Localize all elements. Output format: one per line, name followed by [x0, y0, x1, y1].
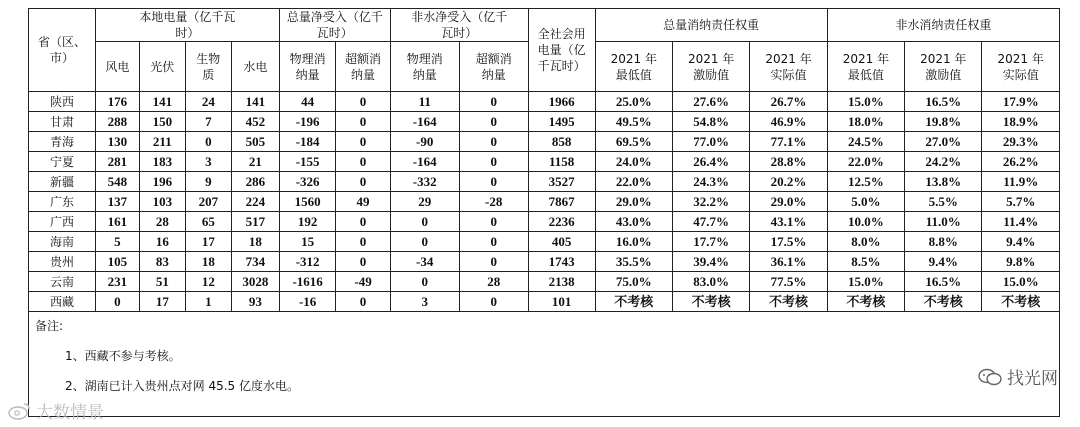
table-row — [29, 92, 1060, 112]
cell-total-excess: 0 — [336, 152, 390, 172]
cell-total-actual: 77.5% — [750, 272, 827, 292]
cell-nonhydro-incentive: 27.0% — [905, 132, 982, 152]
cell-nonhydro-min: 8.0% — [827, 232, 904, 252]
cell-nonhydro-incentive: 19.8% — [905, 112, 982, 132]
cell-total-min: 49.5% — [595, 112, 672, 132]
cell-province: 贵州 — [29, 252, 96, 272]
weibo-icon — [6, 401, 32, 421]
cell-society-consumption: 101 — [528, 292, 595, 312]
cell-biomass: 65 — [185, 212, 231, 232]
cell-total-physical: -196 — [279, 112, 335, 132]
header-total-weight: 总量消纳责任权重 — [595, 9, 827, 42]
cell-total-excess: 0 — [336, 172, 390, 192]
cell-nonhydro-excess: 0 — [459, 112, 528, 132]
cell-nonhydro-excess: 28 — [459, 272, 528, 292]
cell-nonhydro-actual: 11.4% — [982, 212, 1060, 232]
header-nonhydro-net-inflow: 非水净受入（亿千瓦时） — [390, 9, 528, 42]
cell-nonhydro-min: 10.0% — [827, 212, 904, 232]
cell-total-physical: -326 — [279, 172, 335, 192]
header-excess-1: 超额消纳量 — [336, 42, 390, 92]
cell-nonhydro-actual: 9.4% — [982, 232, 1060, 252]
cell-nonhydro-incentive: 9.4% — [905, 252, 982, 272]
table-row — [29, 112, 1060, 132]
cell-solar: 150 — [139, 112, 185, 132]
cell-total-excess: 0 — [336, 292, 390, 312]
cell-biomass: 18 — [185, 252, 231, 272]
cell-total-incentive: 47.7% — [672, 212, 749, 232]
wechat-icon — [977, 367, 1003, 387]
cell-total-incentive: 26.4% — [672, 152, 749, 172]
cell-total-physical: 44 — [279, 92, 335, 112]
cell-nonhydro-actual: 26.2% — [982, 152, 1060, 172]
cell-wind: 0 — [95, 292, 139, 312]
cell-solar: 16 — [139, 232, 185, 252]
cell-total-incentive: 39.4% — [672, 252, 749, 272]
cell-total-min: 16.0% — [595, 232, 672, 252]
watermark-right-text: 找光网 — [1007, 369, 1058, 389]
cell-nonhydro-actual: 5.7% — [982, 192, 1060, 212]
cell-hydro: 21 — [231, 152, 279, 172]
cell-total-actual: 43.1% — [750, 212, 827, 232]
cell-total-physical: -155 — [279, 152, 335, 172]
cell-nonhydro-physical: 0 — [390, 232, 459, 252]
cell-total-actual: 17.5% — [750, 232, 827, 252]
header-society-consumption: 全社会用电量（亿千瓦时） — [528, 9, 595, 92]
cell-biomass: 3 — [185, 152, 231, 172]
cell-nonhydro-incentive: 13.8% — [905, 172, 982, 192]
cell-nonhydro-incentive: 5.5% — [905, 192, 982, 212]
cell-nonhydro-physical: -34 — [390, 252, 459, 272]
cell-nonhydro-excess: 0 — [459, 232, 528, 252]
cell-province: 西藏 — [29, 292, 96, 312]
cell-total-actual: 77.1% — [750, 132, 827, 152]
header-nonhydro-incentive: 2021 年激励值 — [905, 42, 982, 92]
cell-total-actual: 不考核 — [750, 292, 827, 312]
note-line-2: 2、湖南已计入贵州点对网 45.5 亿度水电。 — [65, 379, 299, 393]
cell-total-incentive: 83.0% — [672, 272, 749, 292]
cell-society-consumption: 1495 — [528, 112, 595, 132]
cell-total-min: 29.0% — [595, 192, 672, 212]
cell-nonhydro-min: 不考核 — [827, 292, 904, 312]
cell-wind: 281 — [95, 152, 139, 172]
cell-biomass: 0 — [185, 132, 231, 152]
cell-solar: 141 — [139, 92, 185, 112]
cell-biomass: 207 — [185, 192, 231, 212]
cell-province: 广东 — [29, 192, 96, 212]
cell-hydro: 3028 — [231, 272, 279, 292]
cell-nonhydro-incentive: 不考核 — [905, 292, 982, 312]
watermark-right — [977, 364, 1058, 389]
cell-total-excess: 0 — [336, 252, 390, 272]
header-local-generation: 本地电量（亿千瓦时） — [95, 9, 279, 42]
header-physical-1: 物理消纳量 — [279, 42, 335, 92]
cell-nonhydro-min: 15.0% — [827, 92, 904, 112]
cell-nonhydro-excess: 0 — [459, 92, 528, 112]
cell-nonhydro-min: 12.5% — [827, 172, 904, 192]
cell-nonhydro-excess: 0 — [459, 252, 528, 272]
cell-total-excess: 0 — [336, 232, 390, 252]
cell-province: 宁夏 — [29, 152, 96, 172]
header-physical-2: 物理消纳量 — [390, 42, 459, 92]
header-solar: 光伏 — [139, 42, 185, 92]
cell-nonhydro-min: 15.0% — [827, 272, 904, 292]
cell-province: 甘肃 — [29, 112, 96, 132]
cell-nonhydro-actual: 18.9% — [982, 112, 1060, 132]
cell-nonhydro-incentive: 16.5% — [905, 92, 982, 112]
cell-total-actual: 28.8% — [750, 152, 827, 172]
cell-total-excess: -49 — [336, 272, 390, 292]
cell-nonhydro-physical: -90 — [390, 132, 459, 152]
header-wind: 风电 — [95, 42, 139, 92]
cell-society-consumption: 405 — [528, 232, 595, 252]
table-row — [29, 192, 1060, 212]
cell-total-incentive: 54.8% — [672, 112, 749, 132]
cell-total-physical: -184 — [279, 132, 335, 152]
cell-nonhydro-excess: 0 — [459, 172, 528, 192]
header-biomass: 生物质 — [185, 42, 231, 92]
consumption-responsibility-table — [28, 8, 1060, 417]
cell-biomass: 17 — [185, 232, 231, 252]
cell-nonhydro-actual: 11.9% — [982, 172, 1060, 192]
cell-wind: 105 — [95, 252, 139, 272]
cell-total-incentive: 32.2% — [672, 192, 749, 212]
cell-total-physical: -312 — [279, 252, 335, 272]
header-total-net-inflow: 总量净受入（亿千瓦时） — [279, 9, 390, 42]
header-hydro: 水电 — [231, 42, 279, 92]
cell-hydro: 18 — [231, 232, 279, 252]
watermark-left-text: 大数情景 — [36, 403, 104, 423]
cell-nonhydro-excess: 0 — [459, 132, 528, 152]
cell-total-min: 43.0% — [595, 212, 672, 232]
header-total-incentive: 2021 年激励值 — [672, 42, 749, 92]
cell-wind: 161 — [95, 212, 139, 232]
cell-society-consumption: 3527 — [528, 172, 595, 192]
cell-society-consumption: 1158 — [528, 152, 595, 172]
cell-nonhydro-physical: 29 — [390, 192, 459, 212]
cell-solar: 51 — [139, 272, 185, 292]
notes-section — [29, 312, 1060, 417]
cell-nonhydro-incentive: 16.5% — [905, 272, 982, 292]
header-nonhydro-weight: 非水消纳责任权重 — [827, 9, 1059, 42]
cell-hydro: 224 — [231, 192, 279, 212]
cell-total-min: 22.0% — [595, 172, 672, 192]
cell-province: 青海 — [29, 132, 96, 152]
table-row — [29, 132, 1060, 152]
cell-wind: 130 — [95, 132, 139, 152]
notes-title: 备注: — [35, 319, 64, 333]
cell-solar: 28 — [139, 212, 185, 232]
header-nonhydro-actual: 2021 年实际值 — [982, 42, 1060, 92]
cell-solar: 103 — [139, 192, 185, 212]
cell-total-excess: 0 — [336, 212, 390, 232]
cell-total-actual: 29.0% — [750, 192, 827, 212]
cell-total-excess: 0 — [336, 132, 390, 152]
cell-total-actual: 46.9% — [750, 112, 827, 132]
table-row — [29, 152, 1060, 172]
cell-wind: 137 — [95, 192, 139, 212]
cell-province: 云南 — [29, 272, 96, 292]
header-excess-2: 超额消纳量 — [459, 42, 528, 92]
cell-wind: 5 — [95, 232, 139, 252]
header-nonhydro-min: 2021 年最低值 — [827, 42, 904, 92]
cell-total-physical: -1616 — [279, 272, 335, 292]
table-row — [29, 252, 1060, 272]
table-row — [29, 172, 1060, 192]
cell-hydro: 734 — [231, 252, 279, 272]
cell-total-min: 35.5% — [595, 252, 672, 272]
cell-solar: 17 — [139, 292, 185, 312]
table-body — [29, 92, 1060, 312]
cell-nonhydro-incentive: 24.2% — [905, 152, 982, 172]
cell-nonhydro-excess: -28 — [459, 192, 528, 212]
cell-nonhydro-excess: 0 — [459, 292, 528, 312]
cell-province: 陕西 — [29, 92, 96, 112]
cell-total-incentive: 77.0% — [672, 132, 749, 152]
cell-nonhydro-min: 18.0% — [827, 112, 904, 132]
cell-biomass: 1 — [185, 292, 231, 312]
cell-solar: 183 — [139, 152, 185, 172]
watermark-left — [6, 398, 104, 423]
cell-total-physical: 1560 — [279, 192, 335, 212]
cell-total-excess: 0 — [336, 92, 390, 112]
cell-hydro: 517 — [231, 212, 279, 232]
cell-nonhydro-excess: 0 — [459, 152, 528, 172]
cell-solar: 196 — [139, 172, 185, 192]
cell-society-consumption: 858 — [528, 132, 595, 152]
cell-total-min: 25.0% — [595, 92, 672, 112]
cell-total-incentive: 24.3% — [672, 172, 749, 192]
cell-biomass: 9 — [185, 172, 231, 192]
cell-total-actual: 26.7% — [750, 92, 827, 112]
cell-total-incentive: 27.6% — [672, 92, 749, 112]
cell-nonhydro-min: 5.0% — [827, 192, 904, 212]
table-row — [29, 272, 1060, 292]
cell-nonhydro-physical: 11 — [390, 92, 459, 112]
cell-total-min: 69.5% — [595, 132, 672, 152]
cell-nonhydro-excess: 0 — [459, 212, 528, 232]
cell-nonhydro-min: 24.5% — [827, 132, 904, 152]
cell-society-consumption: 2236 — [528, 212, 595, 232]
cell-total-actual: 20.2% — [750, 172, 827, 192]
cell-wind: 548 — [95, 172, 139, 192]
cell-society-consumption: 7867 — [528, 192, 595, 212]
cell-wind: 288 — [95, 112, 139, 132]
cell-nonhydro-min: 22.0% — [827, 152, 904, 172]
cell-wind: 231 — [95, 272, 139, 292]
cell-nonhydro-physical: -332 — [390, 172, 459, 192]
header-province: 省（区、市） — [29, 9, 96, 92]
cell-wind: 176 — [95, 92, 139, 112]
cell-total-min: 75.0% — [595, 272, 672, 292]
cell-total-min: 不考核 — [595, 292, 672, 312]
cell-total-incentive: 17.7% — [672, 232, 749, 252]
cell-total-actual: 36.1% — [750, 252, 827, 272]
cell-hydro: 452 — [231, 112, 279, 132]
cell-solar: 83 — [139, 252, 185, 272]
cell-total-physical: -16 — [279, 292, 335, 312]
header-total-actual: 2021 年实际值 — [750, 42, 827, 92]
report-table-container — [28, 8, 1060, 417]
cell-biomass: 24 — [185, 92, 231, 112]
cell-nonhydro-actual: 29.3% — [982, 132, 1060, 152]
cell-hydro: 93 — [231, 292, 279, 312]
table-row — [29, 292, 1060, 312]
cell-nonhydro-incentive: 8.8% — [905, 232, 982, 252]
cell-nonhydro-incentive: 11.0% — [905, 212, 982, 232]
cell-total-min: 24.0% — [595, 152, 672, 172]
cell-nonhydro-actual: 17.9% — [982, 92, 1060, 112]
cell-nonhydro-actual: 9.8% — [982, 252, 1060, 272]
cell-hydro: 141 — [231, 92, 279, 112]
cell-province: 广西 — [29, 212, 96, 232]
cell-nonhydro-physical: -164 — [390, 112, 459, 132]
table-row — [29, 232, 1060, 252]
cell-society-consumption: 1966 — [528, 92, 595, 112]
cell-nonhydro-physical: 0 — [390, 212, 459, 232]
cell-province: 海南 — [29, 232, 96, 252]
cell-nonhydro-min: 8.5% — [827, 252, 904, 272]
cell-solar: 211 — [139, 132, 185, 152]
cell-nonhydro-actual: 不考核 — [982, 292, 1060, 312]
cell-biomass: 7 — [185, 112, 231, 132]
cell-total-excess: 0 — [336, 112, 390, 132]
cell-nonhydro-physical: 3 — [390, 292, 459, 312]
table-row — [29, 212, 1060, 232]
cell-nonhydro-physical: -164 — [390, 152, 459, 172]
cell-total-physical: 192 — [279, 212, 335, 232]
cell-hydro: 286 — [231, 172, 279, 192]
header-total-min: 2021 年最低值 — [595, 42, 672, 92]
cell-nonhydro-physical: 0 — [390, 272, 459, 292]
cell-hydro: 505 — [231, 132, 279, 152]
cell-total-incentive: 不考核 — [672, 292, 749, 312]
cell-total-excess: 49 — [336, 192, 390, 212]
cell-society-consumption: 1743 — [528, 252, 595, 272]
cell-nonhydro-actual: 15.0% — [982, 272, 1060, 292]
note-line-1: 1、西藏不参与考核。 — [65, 349, 181, 363]
cell-province: 新疆 — [29, 172, 96, 192]
cell-total-physical: 15 — [279, 232, 335, 252]
cell-society-consumption: 2138 — [528, 272, 595, 292]
cell-biomass: 12 — [185, 272, 231, 292]
